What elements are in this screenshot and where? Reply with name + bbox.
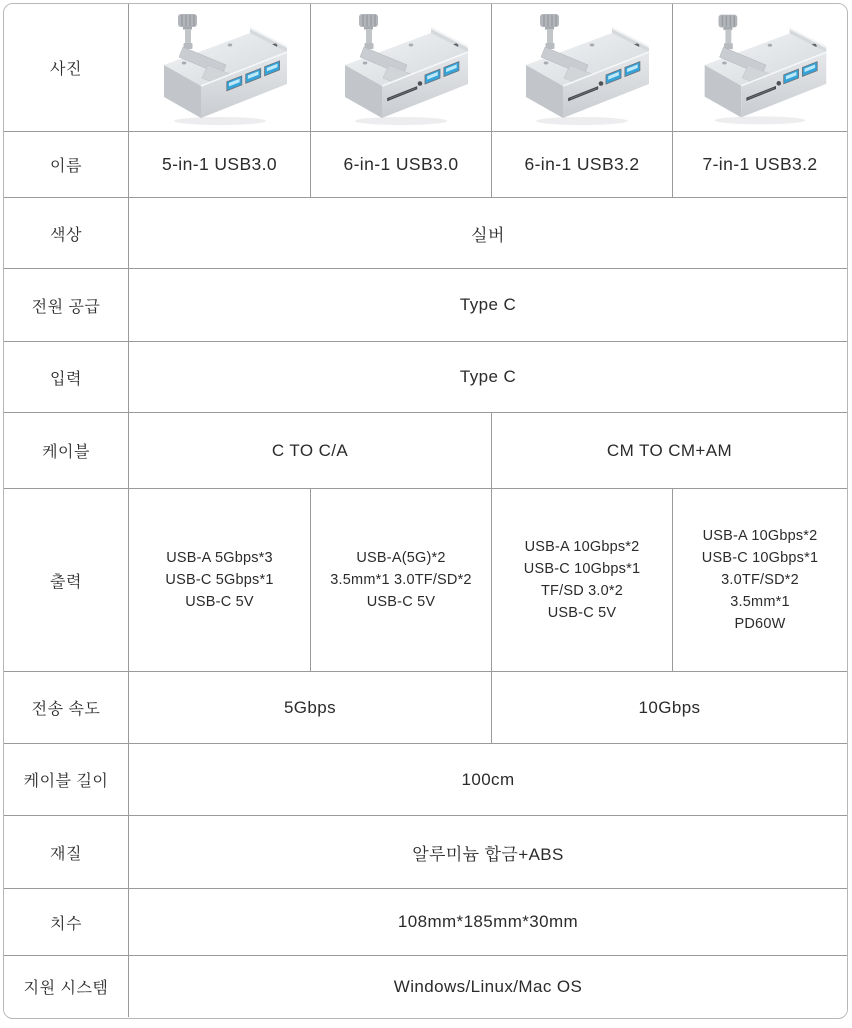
row-label-photo: 사진	[4, 4, 129, 132]
product-name-3: 6-in-1 USB3.2	[492, 132, 673, 198]
row-label-dimensions: 치수	[4, 889, 129, 956]
product-name-4: 7-in-1 USB3.2	[673, 132, 847, 198]
product-photo-3	[492, 4, 673, 132]
cable-type-right: CM TO CM+AM	[492, 413, 847, 489]
product-name-2: 6-in-1 USB3.0	[311, 132, 492, 198]
output-line: USB-C 5V	[366, 594, 436, 610]
output-line: USB-C 5Gbps*1	[165, 572, 274, 588]
row-label-color: 색상	[4, 198, 129, 269]
output-line: USB-A 10Gbps*2	[702, 528, 818, 544]
output-spec-2	[311, 489, 492, 672]
clamp-usb-hub-photo-6in1-32	[496, 9, 668, 127]
input-value: Type C	[129, 342, 847, 413]
product-photo-1	[129, 4, 311, 132]
output-line: USB-A 5Gbps*3	[166, 550, 273, 566]
color-value: 실버	[129, 198, 847, 269]
output-line: USB-A(5G)*2	[356, 550, 446, 566]
output-line: 3.5mm*1	[730, 594, 790, 610]
output-spec-3	[492, 489, 673, 672]
dimensions-value: 108mm*185mm*30mm	[129, 889, 847, 956]
speed-right: 10Gbps	[492, 672, 847, 744]
row-label-name: 이름	[4, 132, 129, 198]
row-label-cable: 케이블	[4, 413, 129, 489]
output-line: USB-C 5V	[547, 605, 617, 621]
output-line: 3.5mm*1 3.0TF/SD*2	[330, 572, 472, 588]
row-label-material: 재질	[4, 816, 129, 889]
output-line: 3.0TF/SD*2	[721, 572, 799, 588]
output-line: PD60W	[734, 616, 786, 632]
product-photo-4	[673, 4, 847, 132]
clamp-usb-hub-photo-7in1	[675, 9, 845, 127]
spec-table	[3, 3, 848, 1019]
output-line: USB-C 5V	[185, 594, 254, 610]
clamp-usb-hub-photo-5in1	[134, 9, 306, 127]
output-line: USB-C 10Gbps*1	[523, 561, 641, 577]
output-line: USB-A 10Gbps*2	[524, 539, 640, 555]
cable-type-left: C TO C/A	[129, 413, 492, 489]
output-spec-4	[673, 489, 847, 672]
speed-left: 5Gbps	[129, 672, 492, 744]
cable-length-value: 100cm	[129, 744, 847, 816]
product-name-1: 5-in-1 USB3.0	[129, 132, 311, 198]
row-label-os: 지원 시스템	[4, 956, 129, 1017]
material-value: 알루미늄 합금+ABS	[129, 816, 847, 889]
power-supply-value: Type C	[129, 269, 847, 342]
output-spec-1	[129, 489, 311, 672]
product-photo-2	[311, 4, 492, 132]
row-label-power: 전원 공급	[4, 269, 129, 342]
row-label-output: 출력	[4, 489, 129, 672]
output-line: USB-C 10Gbps*1	[701, 550, 819, 566]
os-value: Windows/Linux/Mac OS	[129, 956, 847, 1017]
clamp-usb-hub-photo-6in1-30	[315, 9, 487, 127]
row-label-speed: 전송 속도	[4, 672, 129, 744]
output-line: TF/SD 3.0*2	[541, 583, 623, 599]
row-label-input: 입력	[4, 342, 129, 413]
spec-grid	[4, 4, 847, 1018]
row-label-cable-length: 케이블 길이	[4, 744, 129, 816]
